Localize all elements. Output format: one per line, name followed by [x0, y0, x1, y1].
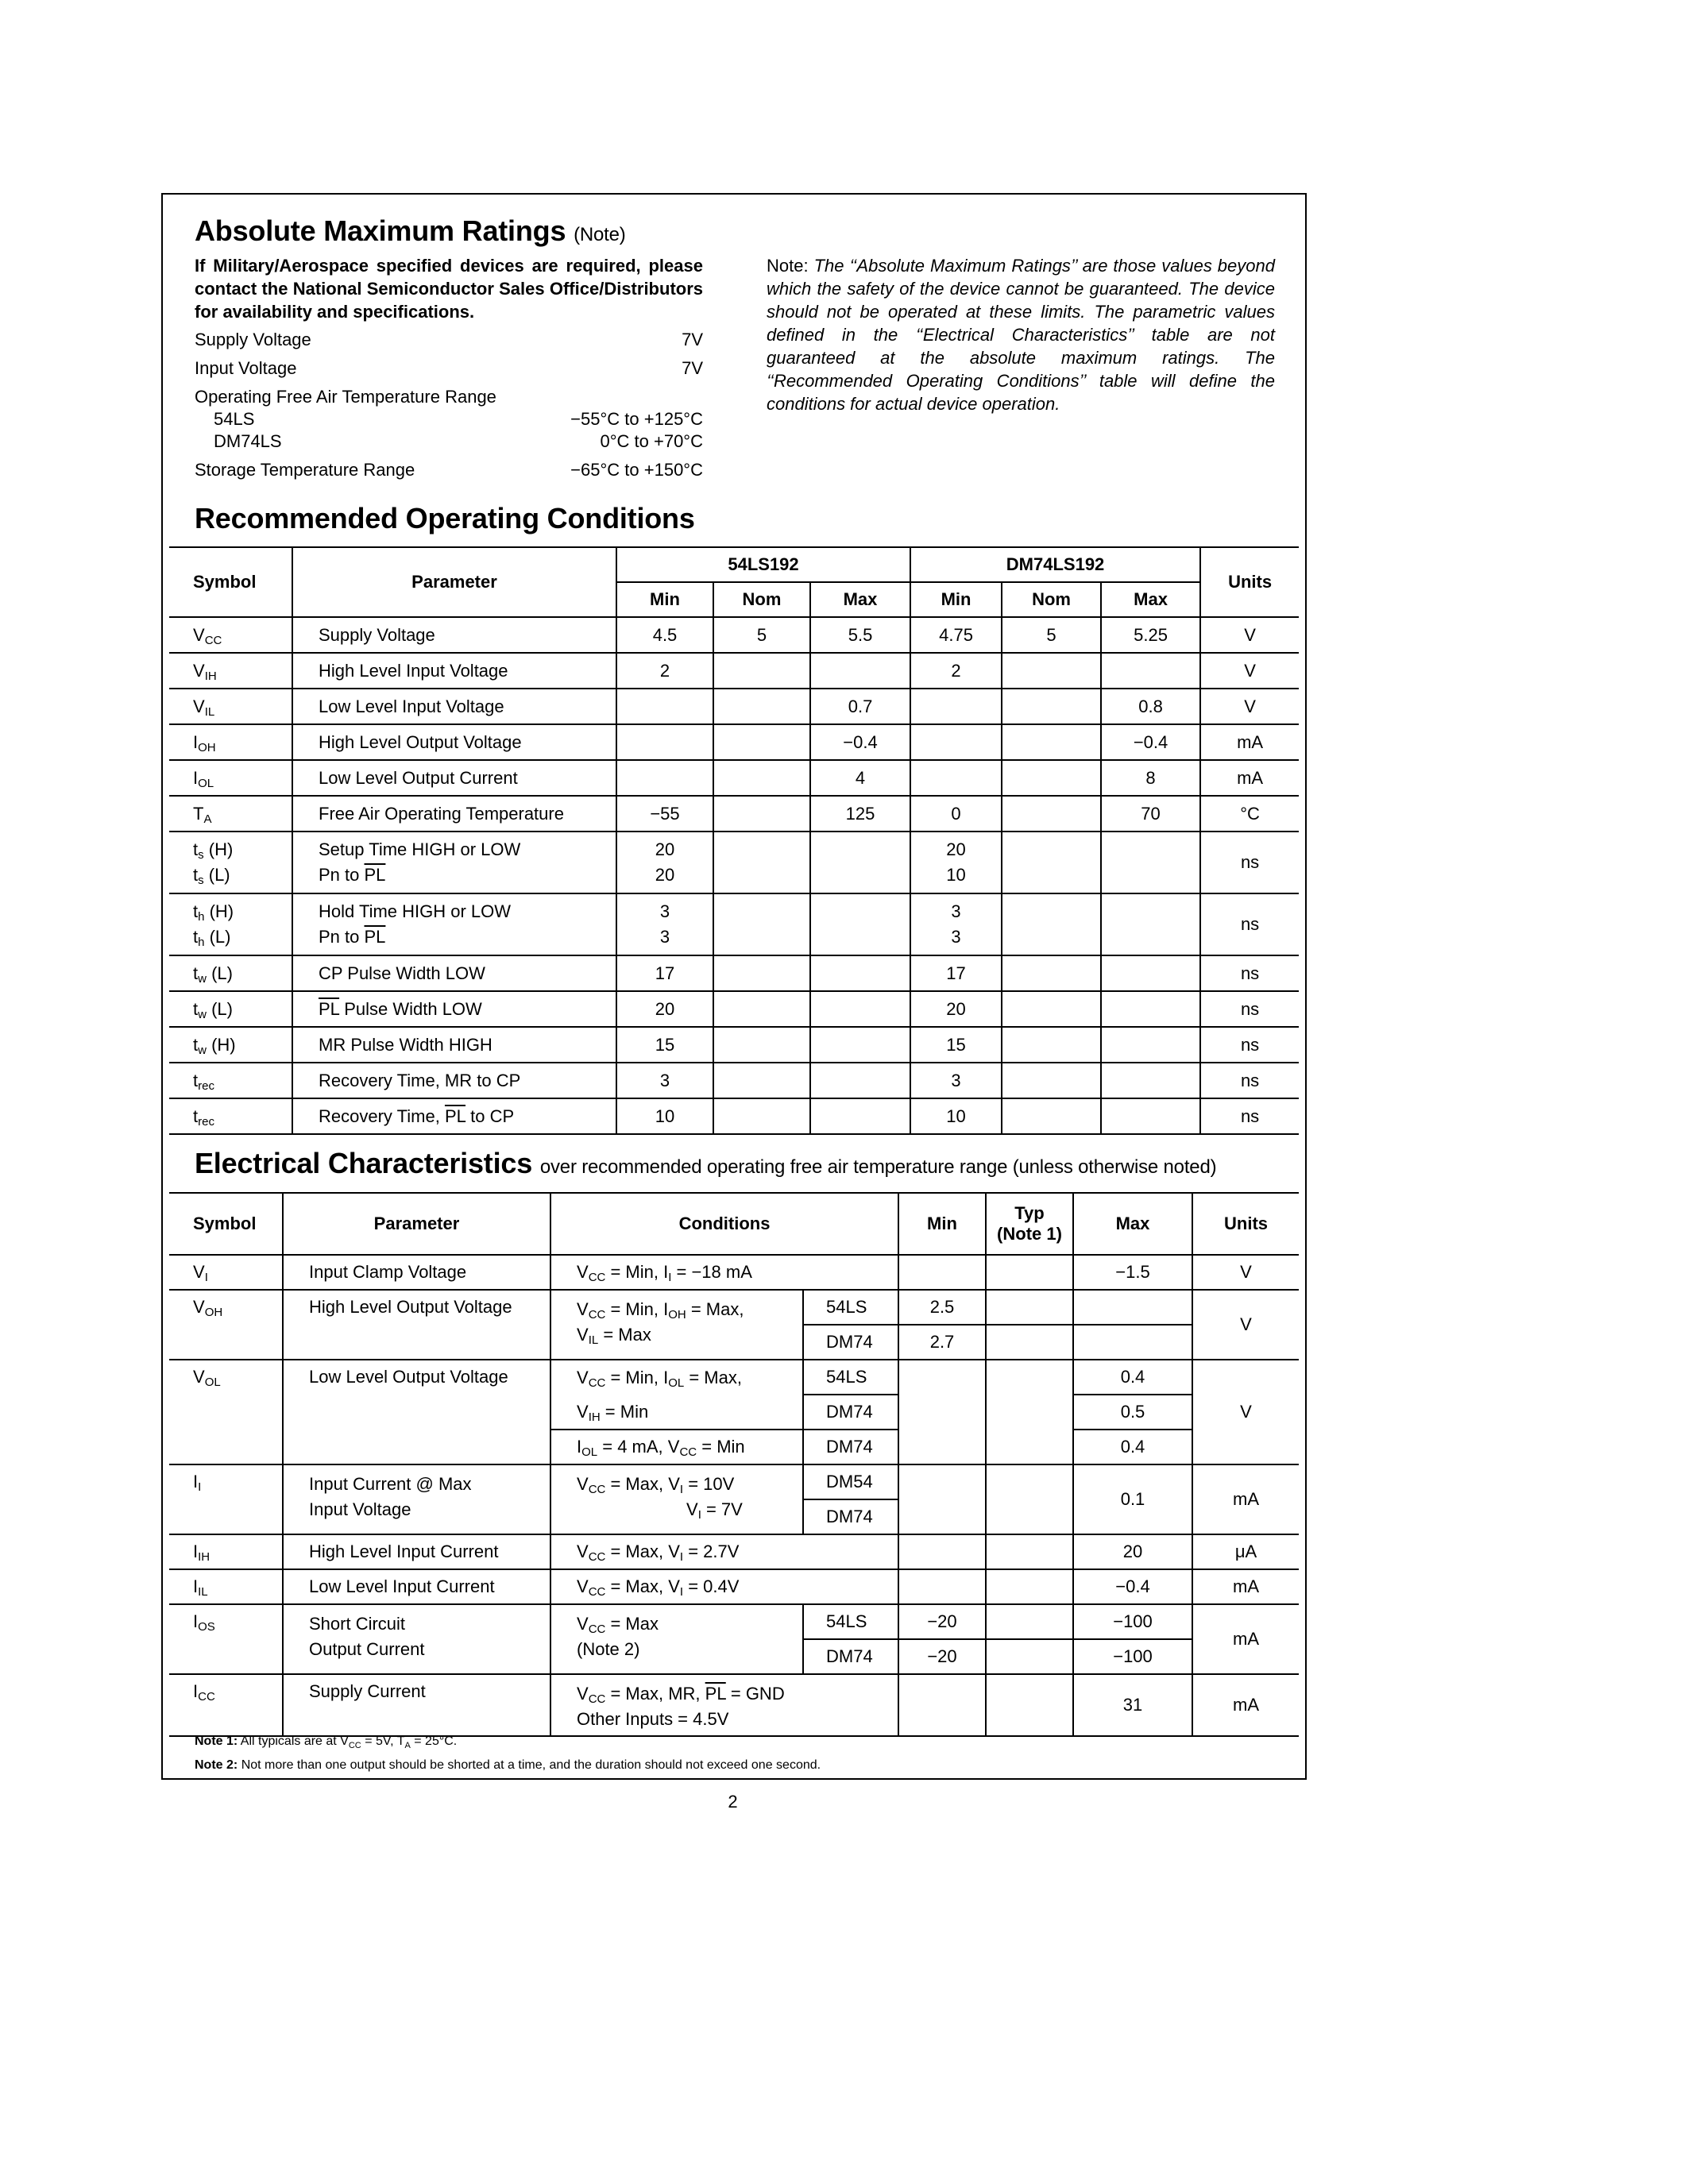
ec-h-parameter: Parameter [283, 1193, 550, 1255]
table-row: $V_{IH}$ High Level Input Voltage 2 2 V [169, 653, 1299, 689]
rating-supply: Supply Voltage 7V [195, 330, 703, 349]
footnote-1: Note 1: All typicals are at $V_{CC} = 5V$, $T_A = 25^\circ C$. [195, 1734, 458, 1750]
roc-h-symbol: Symbol [169, 547, 292, 617]
ec-h-units: Units [1192, 1193, 1299, 1255]
ec-subtitle: over recommended operating free air temperature range (unless otherwise noted) [539, 1156, 1217, 1178]
ec-h-min: Min [898, 1193, 986, 1255]
table-row: $V_{OH}$ High Level Output Voltage $V_{CC}$ = Min, $I_{OH}$ = Max, $V_{IL}$ = Max 54LS 2.5 V [169, 1290, 1299, 1325]
table-row: $V_{IH}$ = Min DM74 0.5 [169, 1395, 1299, 1430]
table-row: $I_I$ Input Current @ Max Input Voltage $V_{CC}$ = Max, $V_I = 10V$ $V_I = 7V$ DM54 0.1 mA [169, 1464, 1299, 1499]
roc-h-min: Min [616, 582, 713, 617]
ec-h-symbol: Symbol [169, 1193, 283, 1255]
table-row: $t_h$ (H) $t_h$ (L) Hold Time HIGH or LOW Pn to $\overline{PL}$ 3 3 3 3 ns [169, 893, 1299, 955]
abs-max-title-note: (Note) [574, 224, 626, 245]
roc-header-row-1 [169, 547, 1299, 582]
footnote-2: Note 2: Not more than one output should be shorted at a time, and the duration should not exceed one second. [195, 1758, 821, 1772]
table-row: $V_{IL}$ Low Level Input Voltage 0.7 0.8 V [169, 689, 1299, 724]
table-row: $I_{OL} = 4$ mA, $V_{CC}$ = Min DM74 0.4 [169, 1430, 1299, 1464]
military-warning: If Military/Aerospace specified devices are required, please contact the National Semiconductor Sales Office/Distributors for availability and specifications. [195, 256, 703, 322]
abs-max-title: Absolute Maximum Ratings [195, 214, 566, 247]
table-row: $I_{IH}$ High Level Input Current $V_{CC}$ = Max, $V_I = 2.7V$ 20 μA [169, 1534, 1299, 1569]
roc-h-dm74ls192: DM74LS192 [910, 547, 1200, 582]
roc-h-units: Units [1200, 547, 1299, 617]
footnotes [195, 1730, 1291, 1777]
table-row: $t_w$ (L) $\overline{PL}$ Pulse Width LOW 20 20 ns [169, 991, 1299, 1027]
ec-table [169, 1192, 1299, 1737]
roc-title: Recommended Operating Conditions [195, 502, 695, 534]
table-row: DM74 2.7 [169, 1325, 1299, 1360]
note-lead: Note: [767, 256, 809, 276]
roc-h-nom: Nom [1002, 582, 1101, 617]
ratings-list [195, 329, 703, 481]
table-row: $I_{OS}$ Short Circuit Output Current $V_{CC}$ = Max (Note 2) 54LS −20 −100 mA [169, 1604, 1299, 1639]
table-row: $V_I$ Input Clamp Voltage $V_{CC}$ = Min, $I_I = -18$ mA −1.5 V [169, 1255, 1299, 1290]
ec-title: Electrical Characteristics [195, 1147, 533, 1179]
roc-h-54ls192: 54LS192 [616, 547, 910, 582]
rating-54ls: 54LS −55°C to +125°C [214, 409, 703, 429]
roc-table [169, 546, 1299, 1135]
table-row: $t_{rec}$ Recovery Time, MR to CP 3 3 ns [169, 1063, 1299, 1098]
abs-max-heading [195, 214, 626, 248]
page-number: 2 [728, 1792, 738, 1812]
roc-h-parameter: Parameter [292, 547, 616, 617]
table-row: $I_{CC}$ Supply Current $V_{CC}$ = Max, MR, $\overline{PL}$ = GND Other Inputs = 4.5V 31 mA [169, 1674, 1299, 1736]
table-row: $t_w$ (L) CP Pulse Width LOW 17 17 ns [169, 955, 1299, 991]
roc-h-max: Max [810, 582, 910, 617]
table-row: $I_{OH}$ High Level Output Voltage −0.4 −0.4 mA [169, 724, 1299, 760]
rating-temp-range: Operating Free Air Temperature Range [195, 387, 496, 407]
abs-max-note [767, 254, 1275, 415]
ec-heading [195, 1147, 1216, 1180]
table-row: $V_{OL}$ Low Level Output Voltage $V_{CC}$ = Min, $I_{OL}$ = Max, 54LS 0.4 V [169, 1360, 1299, 1395]
note-text: The ‘‘Absolute Maximum Ratings’’ are those values beyond which the safety of the device cannot be guaranteed. The device should not be operated at these limits. The parametric values defined in the ‘‘Electrical Characteristics’’ table are not guaranteed at the absolute maximum ratings. The ‘‘Recommended Operating Conditions’’ table will define the conditions for actual device operation. [767, 256, 1275, 414]
ec-h-conditions: Conditions [550, 1193, 898, 1255]
roc-h-max: Max [1101, 582, 1200, 617]
table-row: $t_w$ (H) MR Pulse Width HIGH 15 15 ns [169, 1027, 1299, 1063]
rating-input: Input Voltage 7V [195, 358, 703, 378]
roc-h-nom: Nom [713, 582, 810, 617]
table-row: $t_s$ (H) $t_s$ (L) Setup Time HIGH or LOW Pn to $\overline{PL}$ 20 20 20 10 ns [169, 832, 1299, 893]
table-row: $V_{CC}$ Supply Voltage 4.5 5 5.5 4.75 5 5.25 V [169, 617, 1299, 653]
table-row: $I_{IL}$ Low Level Input Current $V_{CC}$ = Max, $V_I = 0.4V$ −0.4 mA [169, 1569, 1299, 1604]
ec-h-typ: Typ (Note 1) [986, 1193, 1073, 1255]
ec-h-max: Max [1073, 1193, 1192, 1255]
roc-heading [195, 502, 695, 535]
rating-storage: Storage Temperature Range −65°C to +150°C [195, 460, 703, 480]
table-row: $t_{rec}$ Recovery Time, $\overline{PL}$ to CP 10 10 ns [169, 1098, 1299, 1134]
table-row: DM74 [169, 1499, 1299, 1534]
table-row: DM74 −20 −100 [169, 1639, 1299, 1674]
rating-dm74ls: DM74LS 0°C to +70°C [214, 431, 703, 451]
roc-h-min: Min [910, 582, 1002, 617]
table-row: $T_A$ Free Air Operating Temperature −55 125 0 70 °C [169, 796, 1299, 832]
ec-header-row [169, 1193, 1299, 1255]
table-row: $I_{OL}$ Low Level Output Current 4 8 mA [169, 760, 1299, 796]
